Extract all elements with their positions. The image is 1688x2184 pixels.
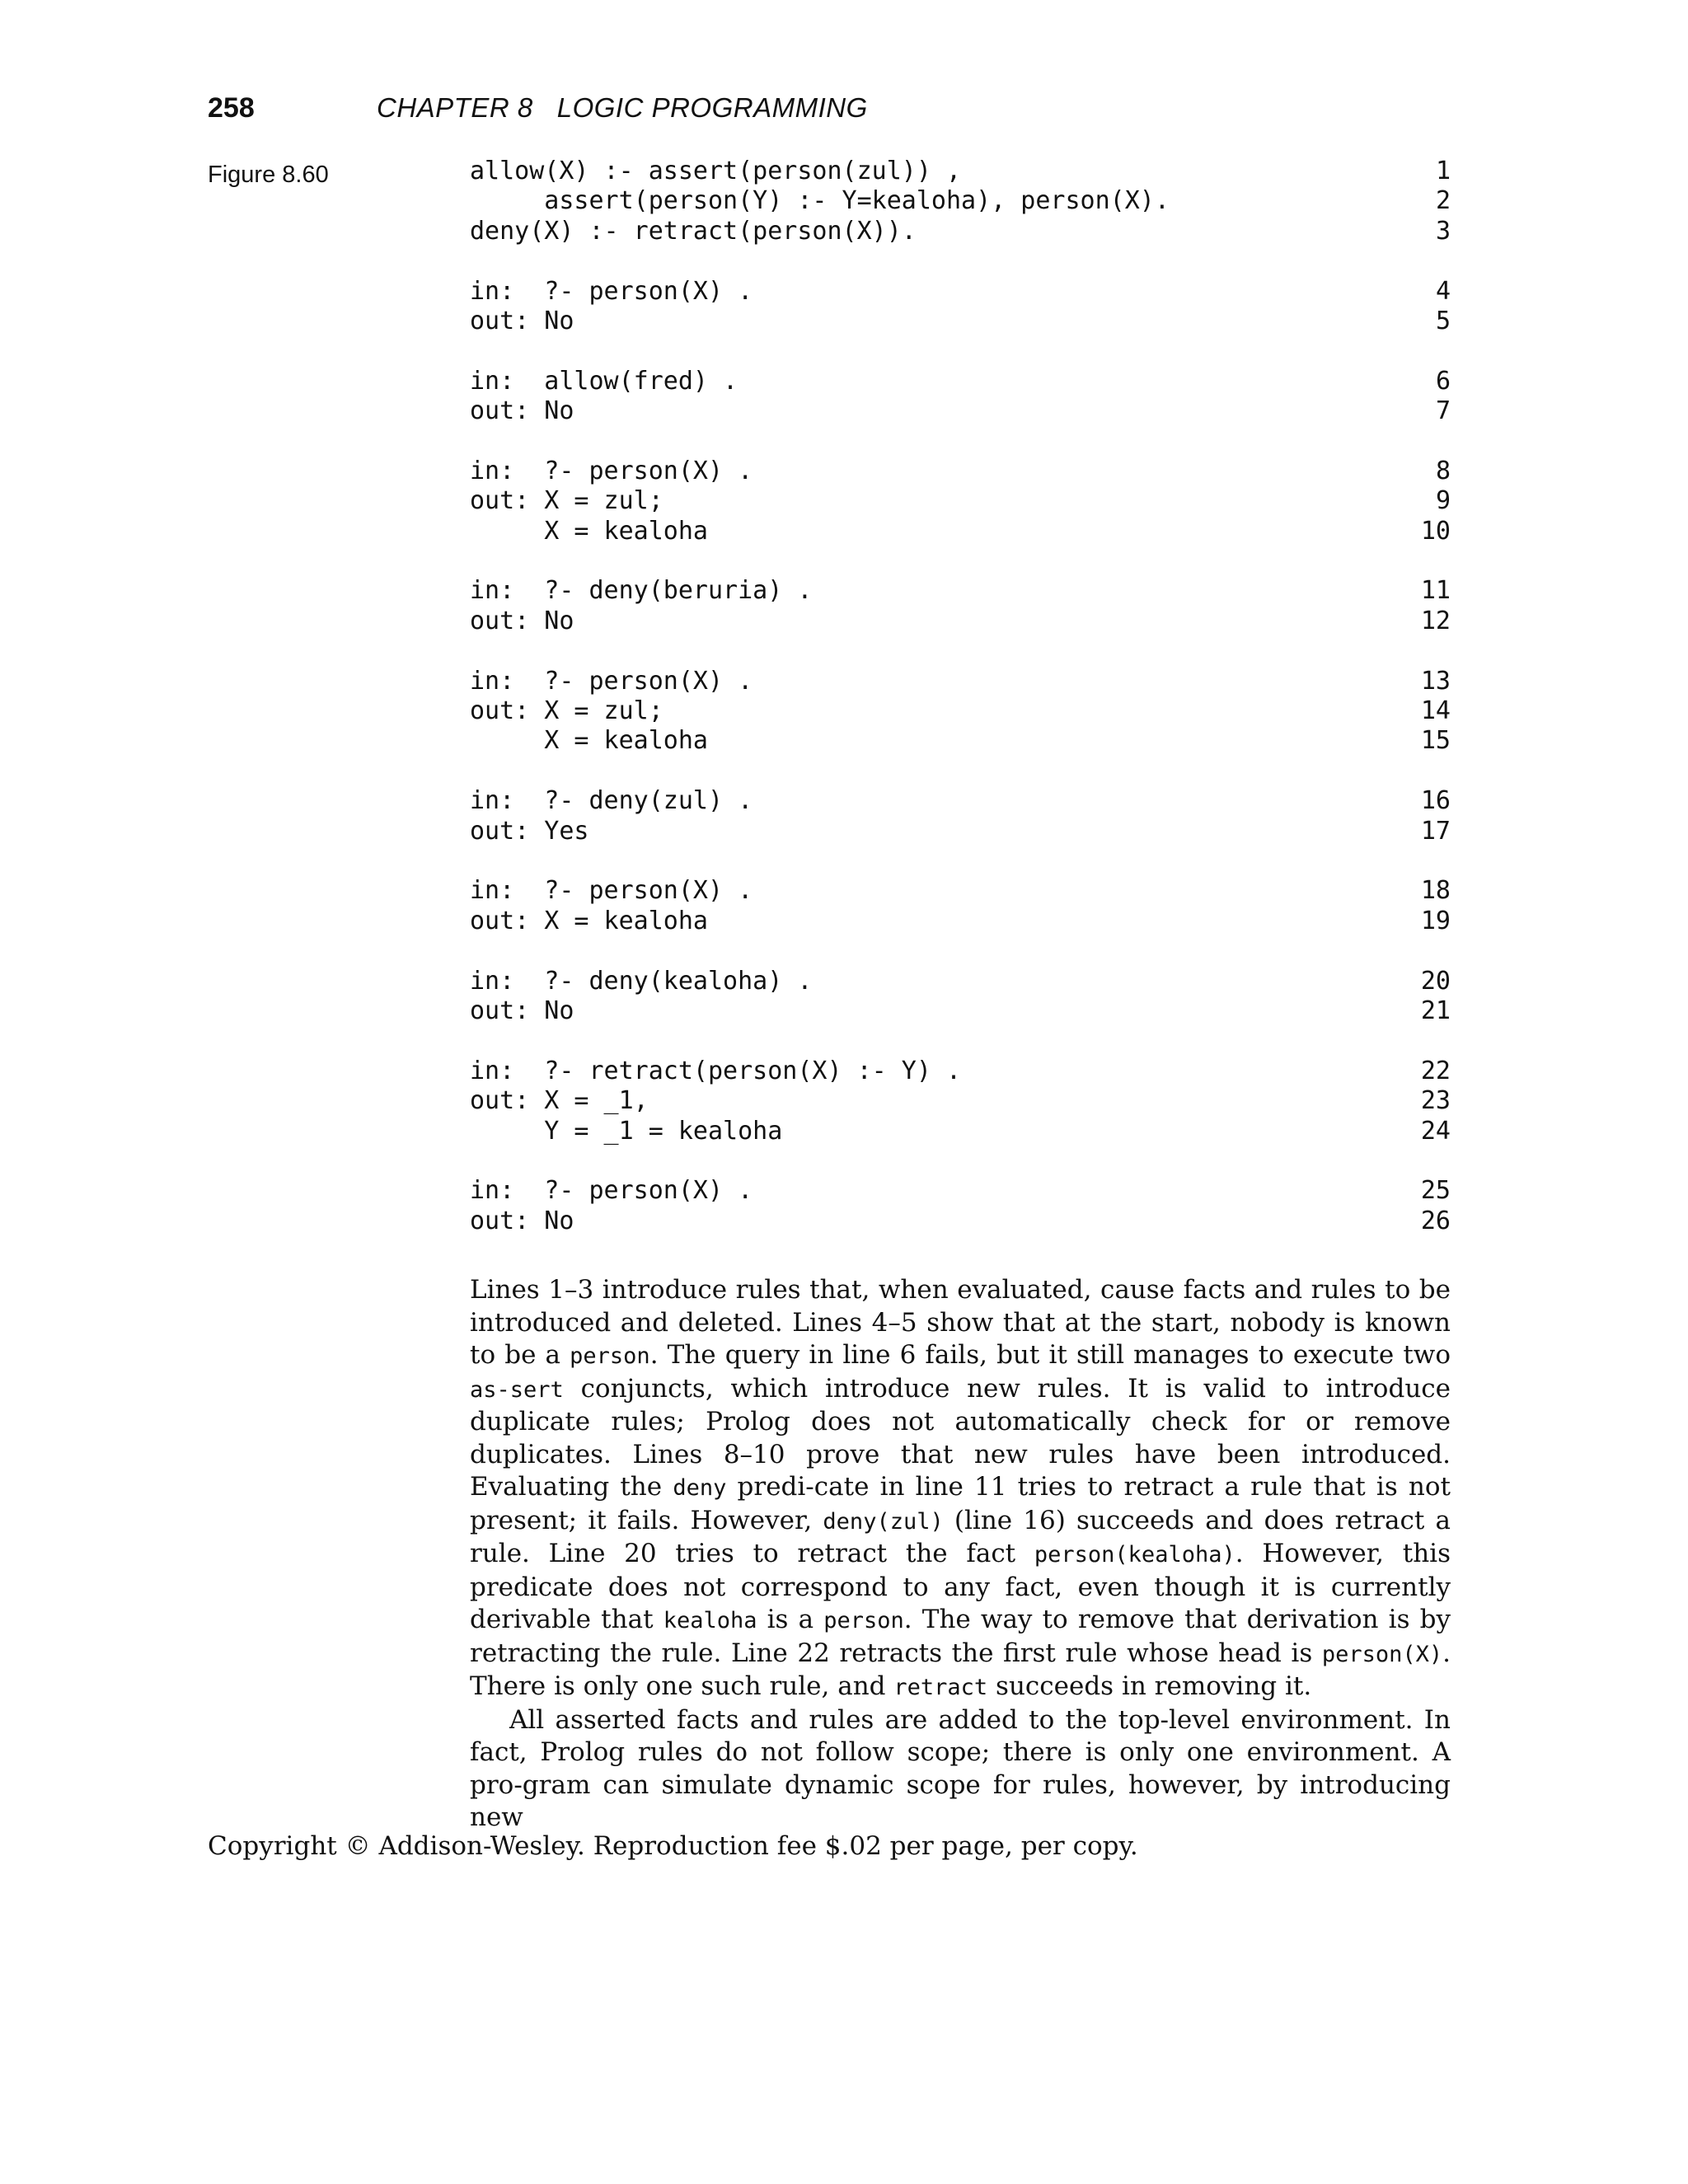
code-line — [470, 1057, 1451, 1086]
code-text: out: No — [470, 306, 574, 335]
code-text: in: ?- person(X) . — [470, 456, 753, 485]
line-number: 6 — [1435, 366, 1451, 396]
line-number: 3 — [1435, 216, 1451, 246]
code-text: out: Yes — [470, 816, 589, 846]
code-text: in: ?- deny(beruria) . — [470, 576, 813, 606]
body-text — [470, 1274, 1451, 1835]
line-number: 8 — [1435, 456, 1451, 485]
text-run: . However, this predicate does not correspond to any fact, even though it is currently derivable that — [470, 1539, 1451, 1634]
code-text: allow(X) :- assert(person(zul)) , — [470, 157, 962, 185]
code-line — [470, 1207, 1451, 1236]
text-run: . The way to remove that derivation is by retracting the rule. Line 22 retracts the first rule whose head is — [470, 1605, 1451, 1668]
line-number: 22 — [1420, 1056, 1451, 1085]
line-number: 13 — [1420, 666, 1451, 696]
code-line — [470, 786, 1451, 816]
code-line — [470, 277, 1451, 307]
code-text: out: No — [470, 1206, 574, 1235]
code-listing — [470, 157, 1451, 1236]
line-number: 4 — [1435, 276, 1451, 306]
running-head: CHAPTER 8 LOGIC PROGRAMMING — [377, 92, 868, 123]
line-number: 2 — [1435, 186, 1451, 216]
code-line — [470, 517, 1451, 546]
code-line — [470, 726, 1451, 756]
code-text: out: X = _1, — [470, 1086, 649, 1116]
line-number: 19 — [1420, 906, 1451, 935]
code-text: out: No — [470, 396, 574, 426]
text-run: predi-cate in line 11 tries to retract a rule that is not present; it fails. However, — [470, 1472, 1451, 1535]
code-text: X = kealoha — [470, 726, 708, 756]
line-number: 12 — [1420, 606, 1451, 635]
inline-code: retract — [893, 1675, 988, 1700]
code-text: assert(person(Y) :- Y=kealoha), person(X). — [470, 186, 1170, 216]
code-line — [470, 817, 1451, 846]
page-number: 258 — [208, 92, 255, 124]
code-line — [470, 607, 1451, 636]
line-number: 15 — [1420, 726, 1451, 756]
text-run: conjuncts, which introduce new rules. It is valid to introduce duplicate rules; Prolog does not automatically check for or remove duplicates. Lines 8–10 prove that new rules have been introduced. Evaluating the — [470, 1373, 1451, 1502]
line-number: 24 — [1420, 1116, 1451, 1146]
code-line — [470, 457, 1451, 486]
line-number: 10 — [1420, 516, 1451, 546]
code-text: out: X = kealoha — [470, 906, 708, 935]
code-text: in: ?- person(X) . — [470, 666, 753, 696]
code-line — [470, 1117, 1451, 1146]
line-number: 17 — [1420, 816, 1451, 846]
code-text: in: ?- person(X) . — [470, 876, 753, 906]
code-line — [470, 876, 1451, 906]
line-number: 18 — [1420, 876, 1451, 906]
code-line — [470, 486, 1451, 516]
line-number: 20 — [1420, 966, 1451, 996]
text-run: . The query in line 6 fails, but it still manages to execute two — [649, 1340, 1451, 1370]
copyright-footer: Copyright © Addison-Wesley. Reproduction fee $.02 per page, per copy. — [208, 1831, 1138, 1861]
code-line — [470, 1086, 1451, 1116]
code-line — [470, 907, 1451, 936]
code-text: deny(X) :- retract(person(X)). — [470, 216, 917, 246]
code-text: in: ?- deny(kealoha) . — [470, 966, 813, 996]
inline-code: person — [823, 1608, 904, 1633]
line-number: 1 — [1435, 157, 1451, 185]
code-text: Y = _1 = kealoha — [470, 1116, 783, 1146]
inline-code: person(kealoha) — [1034, 1542, 1236, 1568]
line-number: 9 — [1435, 486, 1451, 516]
code-line — [470, 696, 1451, 726]
code-line — [470, 967, 1451, 996]
inline-code: person — [570, 1343, 650, 1369]
line-number: 26 — [1420, 1206, 1451, 1235]
inline-code: kealoha — [663, 1608, 757, 1633]
code-line — [470, 157, 1451, 186]
page-header — [208, 92, 1444, 134]
line-number: 25 — [1420, 1176, 1451, 1206]
code-line — [470, 576, 1451, 606]
line-number: 23 — [1420, 1086, 1451, 1116]
inline-code: deny(zul) — [823, 1508, 944, 1535]
code-line — [470, 186, 1451, 216]
code-line — [470, 307, 1451, 336]
text-run: Lines 1–3 introduce rules that, when evaluated, cause facts and rules to be introduced and deleted. Lines 4–5 show that at the start, nobody is known to be a — [470, 1275, 1451, 1370]
text-run: succeeds in removing it. — [987, 1671, 1312, 1701]
code-text: in: ?- person(X) . — [470, 276, 753, 306]
code-line — [470, 396, 1451, 426]
paragraph-1 — [470, 1274, 1451, 1704]
text-run: (line 16) succeeds and does retract a rule. Line 20 tries to retract the fact — [470, 1505, 1451, 1568]
code-text: out: No — [470, 606, 574, 635]
line-number: 14 — [1420, 696, 1451, 726]
paragraph-2: All asserted facts and rules are added to the top-level environment. In fact, Prolog rules do not follow scope; there is only one environment. A pro-gram can simulate dynamic scope for rules, however, by introducing new — [470, 1704, 1451, 1832]
figure-label: Figure 8.60 — [208, 162, 329, 188]
line-number: 21 — [1420, 996, 1451, 1025]
text-run: . There is only one such rule, and — [470, 1638, 1451, 1701]
code-text: out: X = zul; — [470, 486, 663, 516]
code-line — [470, 367, 1451, 396]
line-number: 7 — [1435, 396, 1451, 426]
code-text: in: ?- retract(person(X) :- Y) . — [470, 1056, 962, 1085]
code-text: in: allow(fred) . — [470, 366, 738, 396]
code-text: in: ?- deny(zul) . — [470, 786, 753, 816]
inline-code: deny — [673, 1475, 727, 1501]
code-line — [470, 667, 1451, 696]
code-line — [470, 1176, 1451, 1206]
inline-code: person(X) — [1321, 1641, 1443, 1667]
code-line — [470, 217, 1451, 246]
line-number: 11 — [1420, 576, 1451, 606]
code-text: in: ?- person(X) . — [470, 1176, 753, 1206]
code-text: out: No — [470, 996, 574, 1025]
code-text: out: X = zul; — [470, 696, 663, 726]
line-number: 5 — [1435, 306, 1451, 335]
code-line — [470, 996, 1451, 1026]
code-text: X = kealoha — [470, 516, 708, 546]
line-number: 16 — [1420, 786, 1451, 816]
text-run: is a — [757, 1605, 824, 1634]
inline-code: as-sert — [470, 1376, 564, 1403]
